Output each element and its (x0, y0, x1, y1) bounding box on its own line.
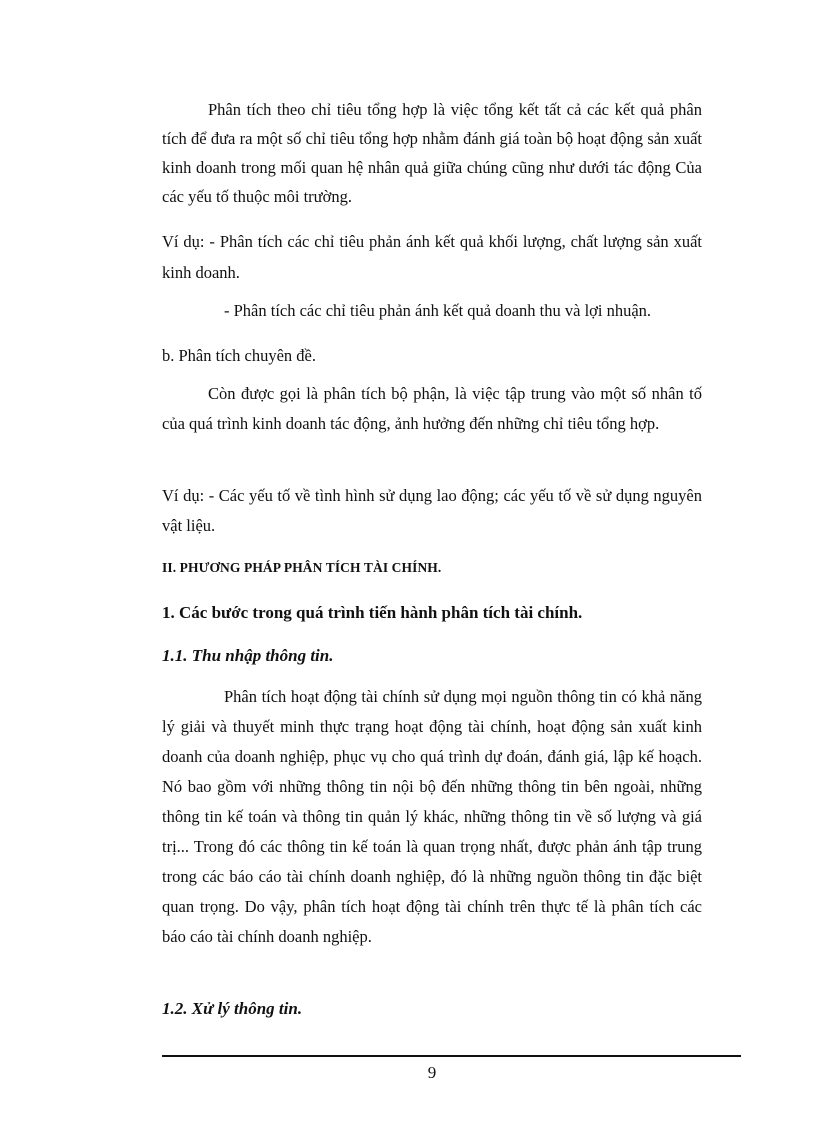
paragraph-thematic-analysis: Còn được gọi là phân tích bộ phận, là việc tập trung vào một số nhân tố của quá trình kinh doanh tác động, ảnh hưởng đến những chỉ tiêu tổng hợp. (162, 384, 702, 433)
paragraph-information-gathering: Phân tích hoạt động tài chính sử dụng mọi nguồn thông tin có khả năng lý giải và thuyết minh thực trạng hoạt động tài chính, hoạt động sản xuất kinh doanh của doanh nghiệp, phục vụ cho quá trình dự đoán, đánh giá, lập kế hoạch. Nó bao gồm với những thông tin nội bộ đến những thông tin bên ngoài, những thông tin kế toán và thông tin quản lý khác, những thông tin về số lượng và giá trị... Trong đó các thông tin kế toán là quan trọng nhất, được phản ánh tập trung trong các báo cáo tài chính doanh nghiệp, đó là những nguồn thông tin đặc biệt quan trọng. Do vậy, phân tích hoạt động tài chính trên thực tế là phân tích các báo cáo tài chính doanh nghiệp. (162, 687, 702, 946)
subheading-thematic-analysis: b. Phân tích chuyên đề. (162, 346, 316, 365)
heading-information-processing: 1.2. Xử lý thông tin. (162, 999, 303, 1018)
heading-information-gathering: 1.1. Thu nhập thông tin. (162, 646, 334, 665)
example-paragraph-1-continued: - Phân tích các chỉ tiêu phản ánh kết quả doanh thu và lợi nhuận. (224, 301, 652, 320)
paragraph-summary-indicators: Phân tích theo chỉ tiêu tổng hợp là việc tổng kết tất cả các kết quả phân tích để đưa ra một số chỉ tiêu tổng hợp nhằm đánh giá toàn bộ hoạt động sản xuất kinh doanh trong mối quan hệ nhân quả giữa chúng cũng như dưới tác động Của các yếu tố thuộc môi trường. (162, 100, 702, 206)
section-heading: II. PHƯƠNG PHÁP PHÂN TÍCH TÀI CHÍNH. (162, 560, 442, 575)
page-number: 9 (427, 1063, 437, 1082)
example-paragraph-1: Ví dụ: - Phân tích các chỉ tiêu phản ánh kết quả khối lượng, chất lượng sản xuất kinh doanh. (162, 232, 702, 282)
example-paragraph-2: Ví dụ: - Các yếu tố về tình hình sử dụng lao động; các yếu tố về sử dụng nguyên vật liệu. (162, 486, 702, 535)
footer-divider (162, 1055, 741, 1057)
heading-steps: 1. Các bước trong quá trình tiến hành phân tích tài chính. (162, 603, 583, 622)
